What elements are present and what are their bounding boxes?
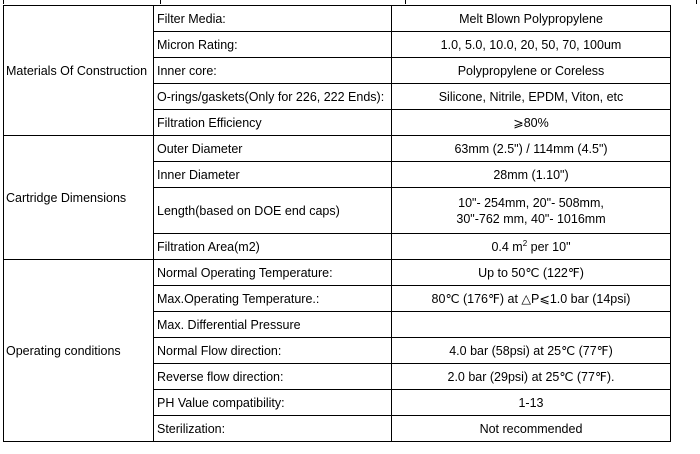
spec-value-text: 0.4 m (491, 239, 523, 254)
spec-value: Melt Blown Polypropylene (392, 6, 671, 32)
table-top-divider (405, 0, 406, 4)
table-row (4, 136, 671, 162)
section-heading-dimensions: Cartridge Dimensions (4, 136, 154, 260)
spec-label: Micron Rating: (154, 32, 392, 58)
spec-label: Length(based on DOE end caps) (154, 188, 392, 234)
spec-value: 63mm (2.5") / 114mm (4.5") (392, 136, 671, 162)
spec-label: Sterilization: (154, 416, 392, 442)
spec-label: Max. Differential Pressure (154, 312, 392, 338)
spec-label: Max.Operating Temperature.: (154, 286, 392, 312)
spec-label: Normal Operating Temperature: (154, 260, 392, 286)
spec-value-text: per 10" (527, 239, 571, 254)
spec-value: 80℃ (176℉) at △P⩽1.0 bar (14psi) (392, 286, 671, 312)
spec-label: Filter Media: (154, 6, 392, 32)
spec-label: Outer Diameter (154, 136, 392, 162)
table-top-edge (3, 0, 697, 4)
spec-value: 28mm (1.10") (392, 162, 671, 188)
spec-value: 2.0 bar (29psi) at 25℃ (77℉). (392, 364, 671, 390)
section-heading-materials: Materials Of Construction (4, 6, 154, 136)
spec-value (392, 188, 671, 234)
spec-value: 4.0 bar (58psi) at 25℃ (77℉) (392, 338, 671, 364)
specification-table (3, 5, 671, 442)
spec-label: Normal Flow direction: (154, 338, 392, 364)
spec-label: Inner core: (154, 58, 392, 84)
table-top-divider (160, 0, 161, 4)
spec-value-line: 30"-762 mm, 40"- 1016mm (456, 211, 606, 226)
spec-label: PH Value compatibility: (154, 390, 392, 416)
spec-value: Polypropylene or Coreless (392, 58, 671, 84)
superscript-exponent: 2 (522, 238, 528, 248)
spec-label: Inner Diameter (154, 162, 392, 188)
spec-value: Silicone, Nitrile, EPDM, Viton, etc (392, 84, 671, 110)
spec-value (392, 312, 671, 338)
spec-label: Reverse flow direction: (154, 364, 392, 390)
spec-value (392, 234, 671, 260)
spec-label: Filtration Area(m2) (154, 234, 392, 260)
table-row (4, 6, 671, 32)
spec-value: ⩾80% (392, 110, 671, 136)
spec-label: Filtration Efficiency (154, 110, 392, 136)
spec-value: Up to 50℃ (122℉) (392, 260, 671, 286)
spec-label: O-rings/gaskets(Only for 226, 222 Ends): (154, 84, 392, 110)
spec-value: 1.0, 5.0, 10.0, 20, 50, 70, 100um (392, 32, 671, 58)
section-heading-operating: Operating conditions (4, 260, 154, 442)
table-row (4, 260, 671, 286)
spec-value: 1-13 (392, 390, 671, 416)
spec-value-line: 10"- 254mm, 20"- 508mm, (458, 195, 604, 210)
spec-value: Not recommended (392, 416, 671, 442)
